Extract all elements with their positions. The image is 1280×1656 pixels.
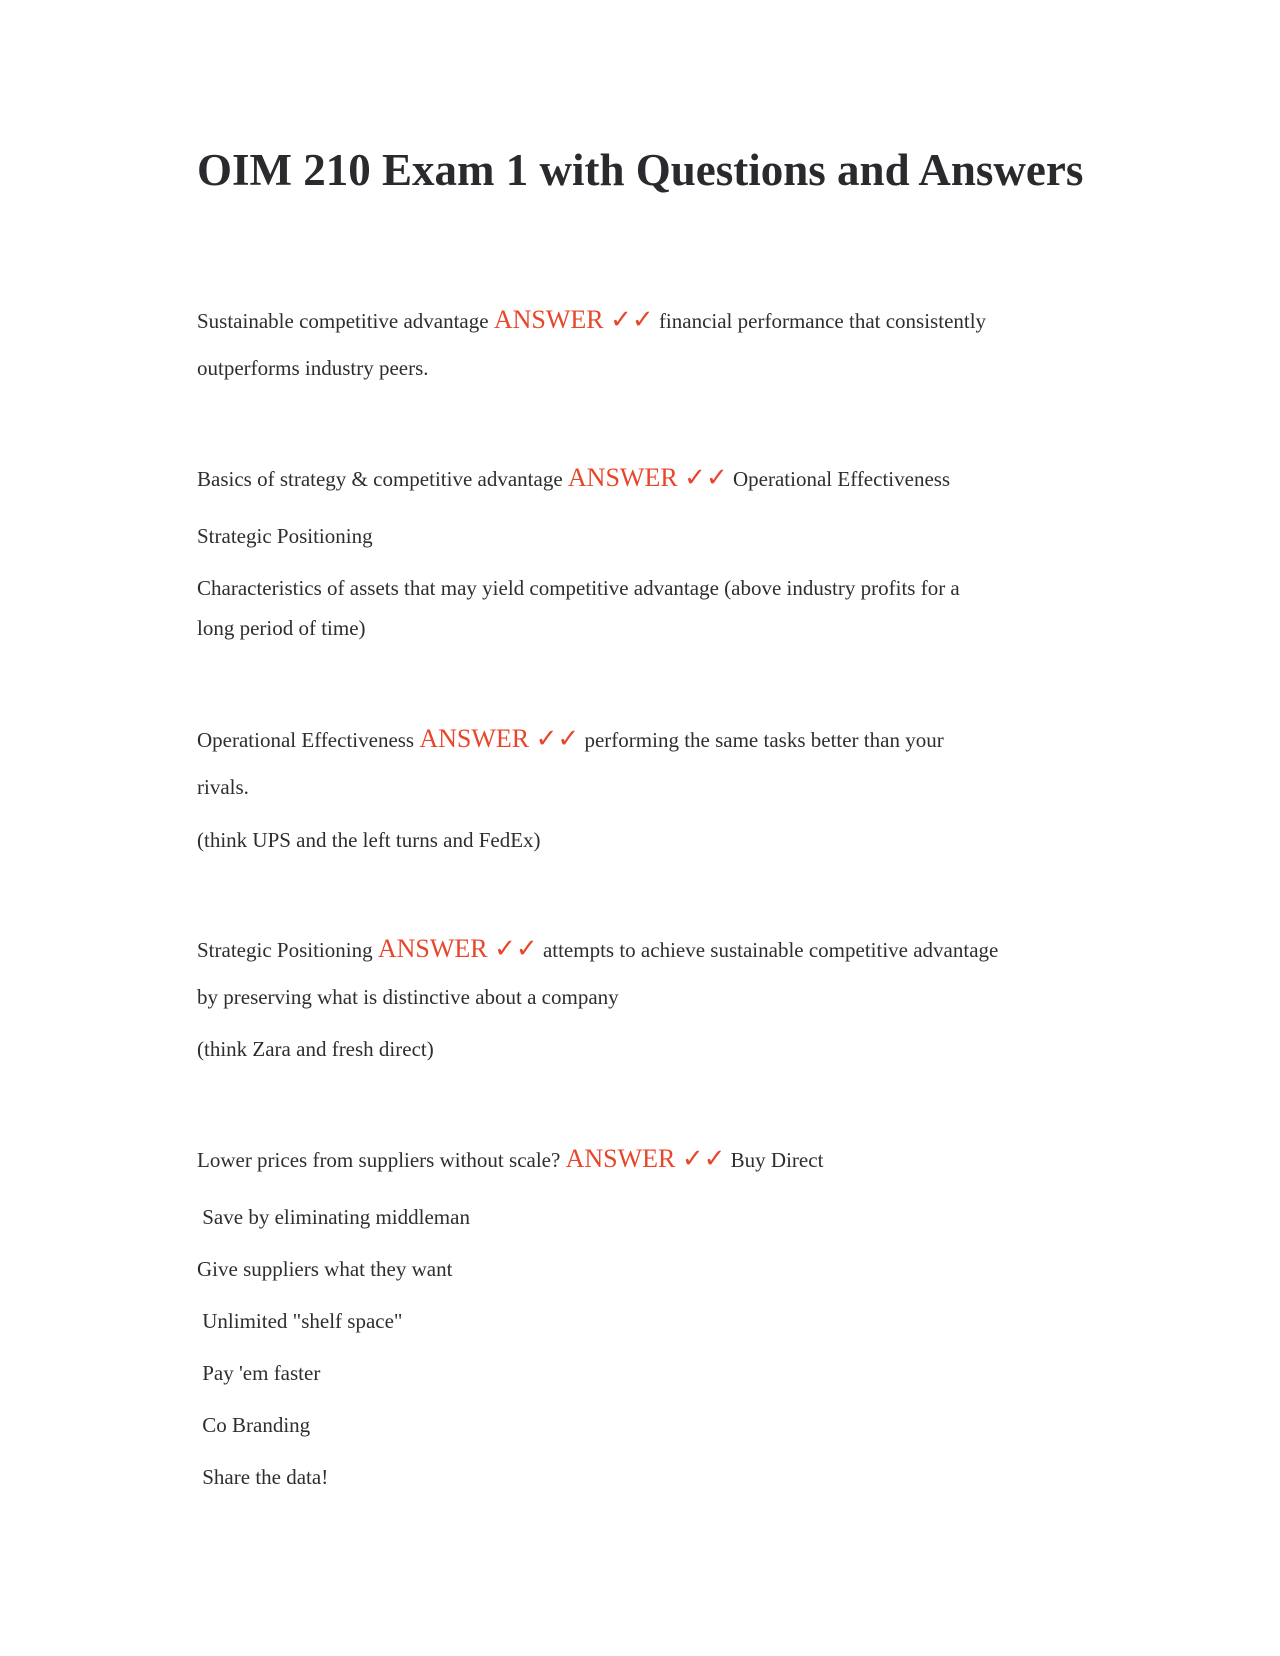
answer-text: performing the same tasks better than your — [584, 728, 944, 752]
answer-continuation: outperforms industry peers. — [197, 356, 429, 380]
answer-text: Operational Effectiveness — [733, 467, 951, 491]
answer-continuation: Share the data! — [197, 1465, 329, 1489]
qa-line — [197, 935, 998, 964]
answer-marker: ANSWER ✓✓ — [377, 934, 538, 963]
answer-continuation: Strategic Positioning — [197, 524, 373, 548]
answer-marker: ANSWER ✓✓ — [493, 305, 654, 334]
answer-continuation: rivals. — [197, 775, 249, 799]
answer-continuation: (think Zara and fresh direct) — [197, 1037, 434, 1061]
answer-continuation: Unlimited "shelf space" — [197, 1309, 403, 1333]
answer-continuation: (think UPS and the left turns and FedEx) — [197, 828, 541, 852]
qa-line — [197, 725, 944, 754]
answer-continuation: long period of time) — [197, 616, 366, 640]
answer-marker: ANSWER ✓✓ — [565, 1144, 726, 1173]
answer-marker: ANSWER ✓✓ — [419, 724, 580, 753]
question-text: Lower prices from suppliers without scale? — [197, 1148, 561, 1172]
question-text: Sustainable competitive advantage — [197, 309, 489, 333]
answer-continuation: Characteristics of assets that may yield competitive advantage (above industry profits for a — [197, 576, 960, 600]
qa-line — [197, 306, 986, 335]
answer-text: financial performance that consistently — [658, 309, 987, 333]
answer-continuation: Co Branding — [197, 1413, 311, 1437]
answer-marker: ANSWER ✓✓ — [567, 463, 728, 492]
answer-continuation: Pay 'em faster — [197, 1361, 321, 1385]
answer-text: Buy Direct — [730, 1148, 824, 1172]
answer-continuation: by preserving what is distinctive about a company — [197, 985, 619, 1009]
question-text: Strategic Positioning — [197, 938, 373, 962]
qa-line — [197, 1145, 823, 1174]
answer-text: attempts to achieve sustainable competitive advantage — [542, 938, 999, 962]
question-text: Operational Effectiveness — [197, 728, 415, 752]
answer-continuation: Save by eliminating middleman — [197, 1205, 470, 1229]
page-title: OIM 210 Exam 1 with Questions and Answers — [197, 145, 1084, 195]
question-text: Basics of strategy & competitive advantage — [197, 467, 563, 491]
answer-continuation: Give suppliers what they want — [197, 1257, 453, 1281]
qa-line — [197, 464, 950, 493]
